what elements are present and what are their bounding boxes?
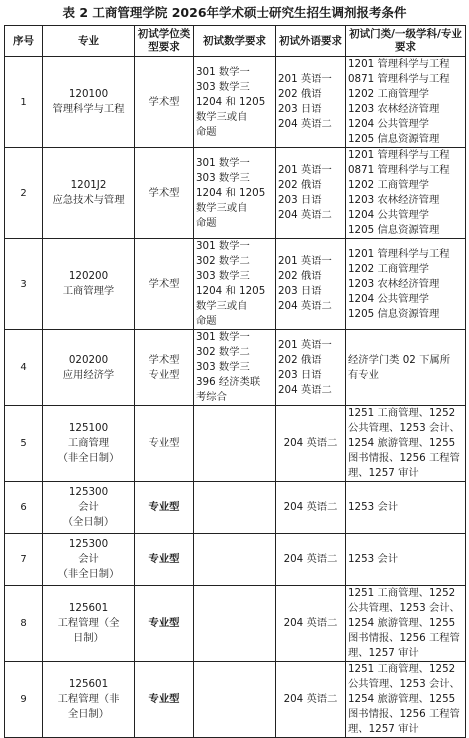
- row-req: 1201 管理科学与工程 0871 管理科学与工程 1202 工商管理学 1203 农林经济管理 1204 公共管理学 1205 信息资源管理: [346, 148, 466, 239]
- row-req: 经济学门类 02 下属所 有专业: [346, 330, 466, 406]
- header-major: 专业: [43, 26, 135, 57]
- row-degree: 学术型: [135, 239, 194, 330]
- header-req: 初试门类/一级学科/专业要求: [346, 26, 466, 57]
- row-major: 125300 会计 （非全日制）: [43, 534, 135, 586]
- row-no: 9: [5, 662, 43, 738]
- row-lang: 201 英语一 202 俄语 203 日语 204 英语二: [276, 330, 346, 406]
- header-row: [5, 26, 466, 57]
- row-math: [194, 406, 276, 482]
- table-row: [5, 57, 466, 148]
- admission-conditions-table: [4, 25, 466, 738]
- row-math: [194, 482, 276, 534]
- row-lang: 204 英语二: [276, 482, 346, 534]
- row-major: 120100 管理科学与工程: [43, 57, 135, 148]
- row-degree: 专业型: [135, 534, 194, 586]
- header-math: 初试数学要求: [194, 26, 276, 57]
- row-major: 125100 工商管理 （非全日制）: [43, 406, 135, 482]
- row-math: [194, 586, 276, 662]
- row-major: 120200 工商管理学: [43, 239, 135, 330]
- row-lang: 204 英语二: [276, 406, 346, 482]
- row-req: 1253 会计: [346, 482, 466, 534]
- row-major: 1201J2 应急技术与管理: [43, 148, 135, 239]
- row-lang: 201 英语一 202 俄语 203 日语 204 英语二: [276, 57, 346, 148]
- row-degree: 专业型: [135, 586, 194, 662]
- table-row: [5, 482, 466, 534]
- row-math: 301 数学一 303 数学三 1204 和 1205 数学三或自 命题: [194, 148, 276, 239]
- header-no: 序号: [5, 26, 43, 57]
- table-row: [5, 330, 466, 406]
- row-lang: 204 英语二: [276, 586, 346, 662]
- table-row: [5, 239, 466, 330]
- row-req: 1251 工商管理、1252 公共管理、1253 会计、 1254 旅游管理、1255 图书情报、1256 工程管 理、1257 审计: [346, 406, 466, 482]
- row-degree: 学术型: [135, 57, 194, 148]
- row-no: 4: [5, 330, 43, 406]
- row-req: 1251 工商管理、1252 公共管理、1253 会计、 1254 旅游管理、1255 图书情报、1256 工程管 理、1257 审计: [346, 662, 466, 738]
- table-row: [5, 406, 466, 482]
- row-math: [194, 534, 276, 586]
- row-lang: 204 英语二: [276, 662, 346, 738]
- row-degree: 专业型: [135, 662, 194, 738]
- row-major: 020200 应用经济学: [43, 330, 135, 406]
- row-no: 6: [5, 482, 43, 534]
- row-degree: 学术型: [135, 148, 194, 239]
- row-degree: 学术型 专业型: [135, 330, 194, 406]
- row-math: [194, 662, 276, 738]
- row-no: 8: [5, 586, 43, 662]
- table-row: [5, 534, 466, 586]
- row-no: 3: [5, 239, 43, 330]
- row-degree: 专业型: [135, 482, 194, 534]
- table-title: 表 2 工商管理学院 2026年学术硕士研究生招生调剂报考条件: [62, 5, 407, 20]
- table-row: [5, 586, 466, 662]
- row-no: 1: [5, 57, 43, 148]
- row-no: 7: [5, 534, 43, 586]
- row-no: 5: [5, 406, 43, 482]
- row-lang: 201 英语一 202 俄语 203 日语 204 英语二: [276, 148, 346, 239]
- row-major: 125601 工程管理（全 日制）: [43, 586, 135, 662]
- table-row: [5, 662, 466, 738]
- row-math: 301 数学一 302 数学二 303 数学三 1204 和 1205 数学三或自 命题: [194, 239, 276, 330]
- row-major: 125300 会计 （全日制）: [43, 482, 135, 534]
- row-lang: 204 英语二: [276, 534, 346, 586]
- row-major: 125601 工程管理（非 全日制）: [43, 662, 135, 738]
- table-row: [5, 148, 466, 239]
- row-lang: 201 英语一 202 俄语 203 日语 204 英语二: [276, 239, 346, 330]
- row-req: 1253 会计: [346, 534, 466, 586]
- row-degree: 专业型: [135, 406, 194, 482]
- row-no: 2: [5, 148, 43, 239]
- header-lang: 初试外语要求: [276, 26, 346, 57]
- header-degree: 初试学位类型要求: [135, 26, 194, 57]
- row-math: 301 数学一 303 数学三 1204 和 1205 数学三或自 命题: [194, 57, 276, 148]
- row-math: 301 数学一 302 数学二 303 数学三 396 经济类联 考综合: [194, 330, 276, 406]
- row-req: 1201 管理科学与工程 0871 管理科学与工程 1202 工商管理学 1203 农林经济管理 1204 公共管理学 1205 信息资源管理: [346, 57, 466, 148]
- row-req: 1201 管理科学与工程 1202 工商管理学 1203 农林经济管理 1204 公共管理学 1205 信息资源管理: [346, 239, 466, 330]
- row-req: 1251 工商管理、1252 公共管理、1253 会计、 1254 旅游管理、1255 图书情报、1256 工程管 理、1257 审计: [346, 586, 466, 662]
